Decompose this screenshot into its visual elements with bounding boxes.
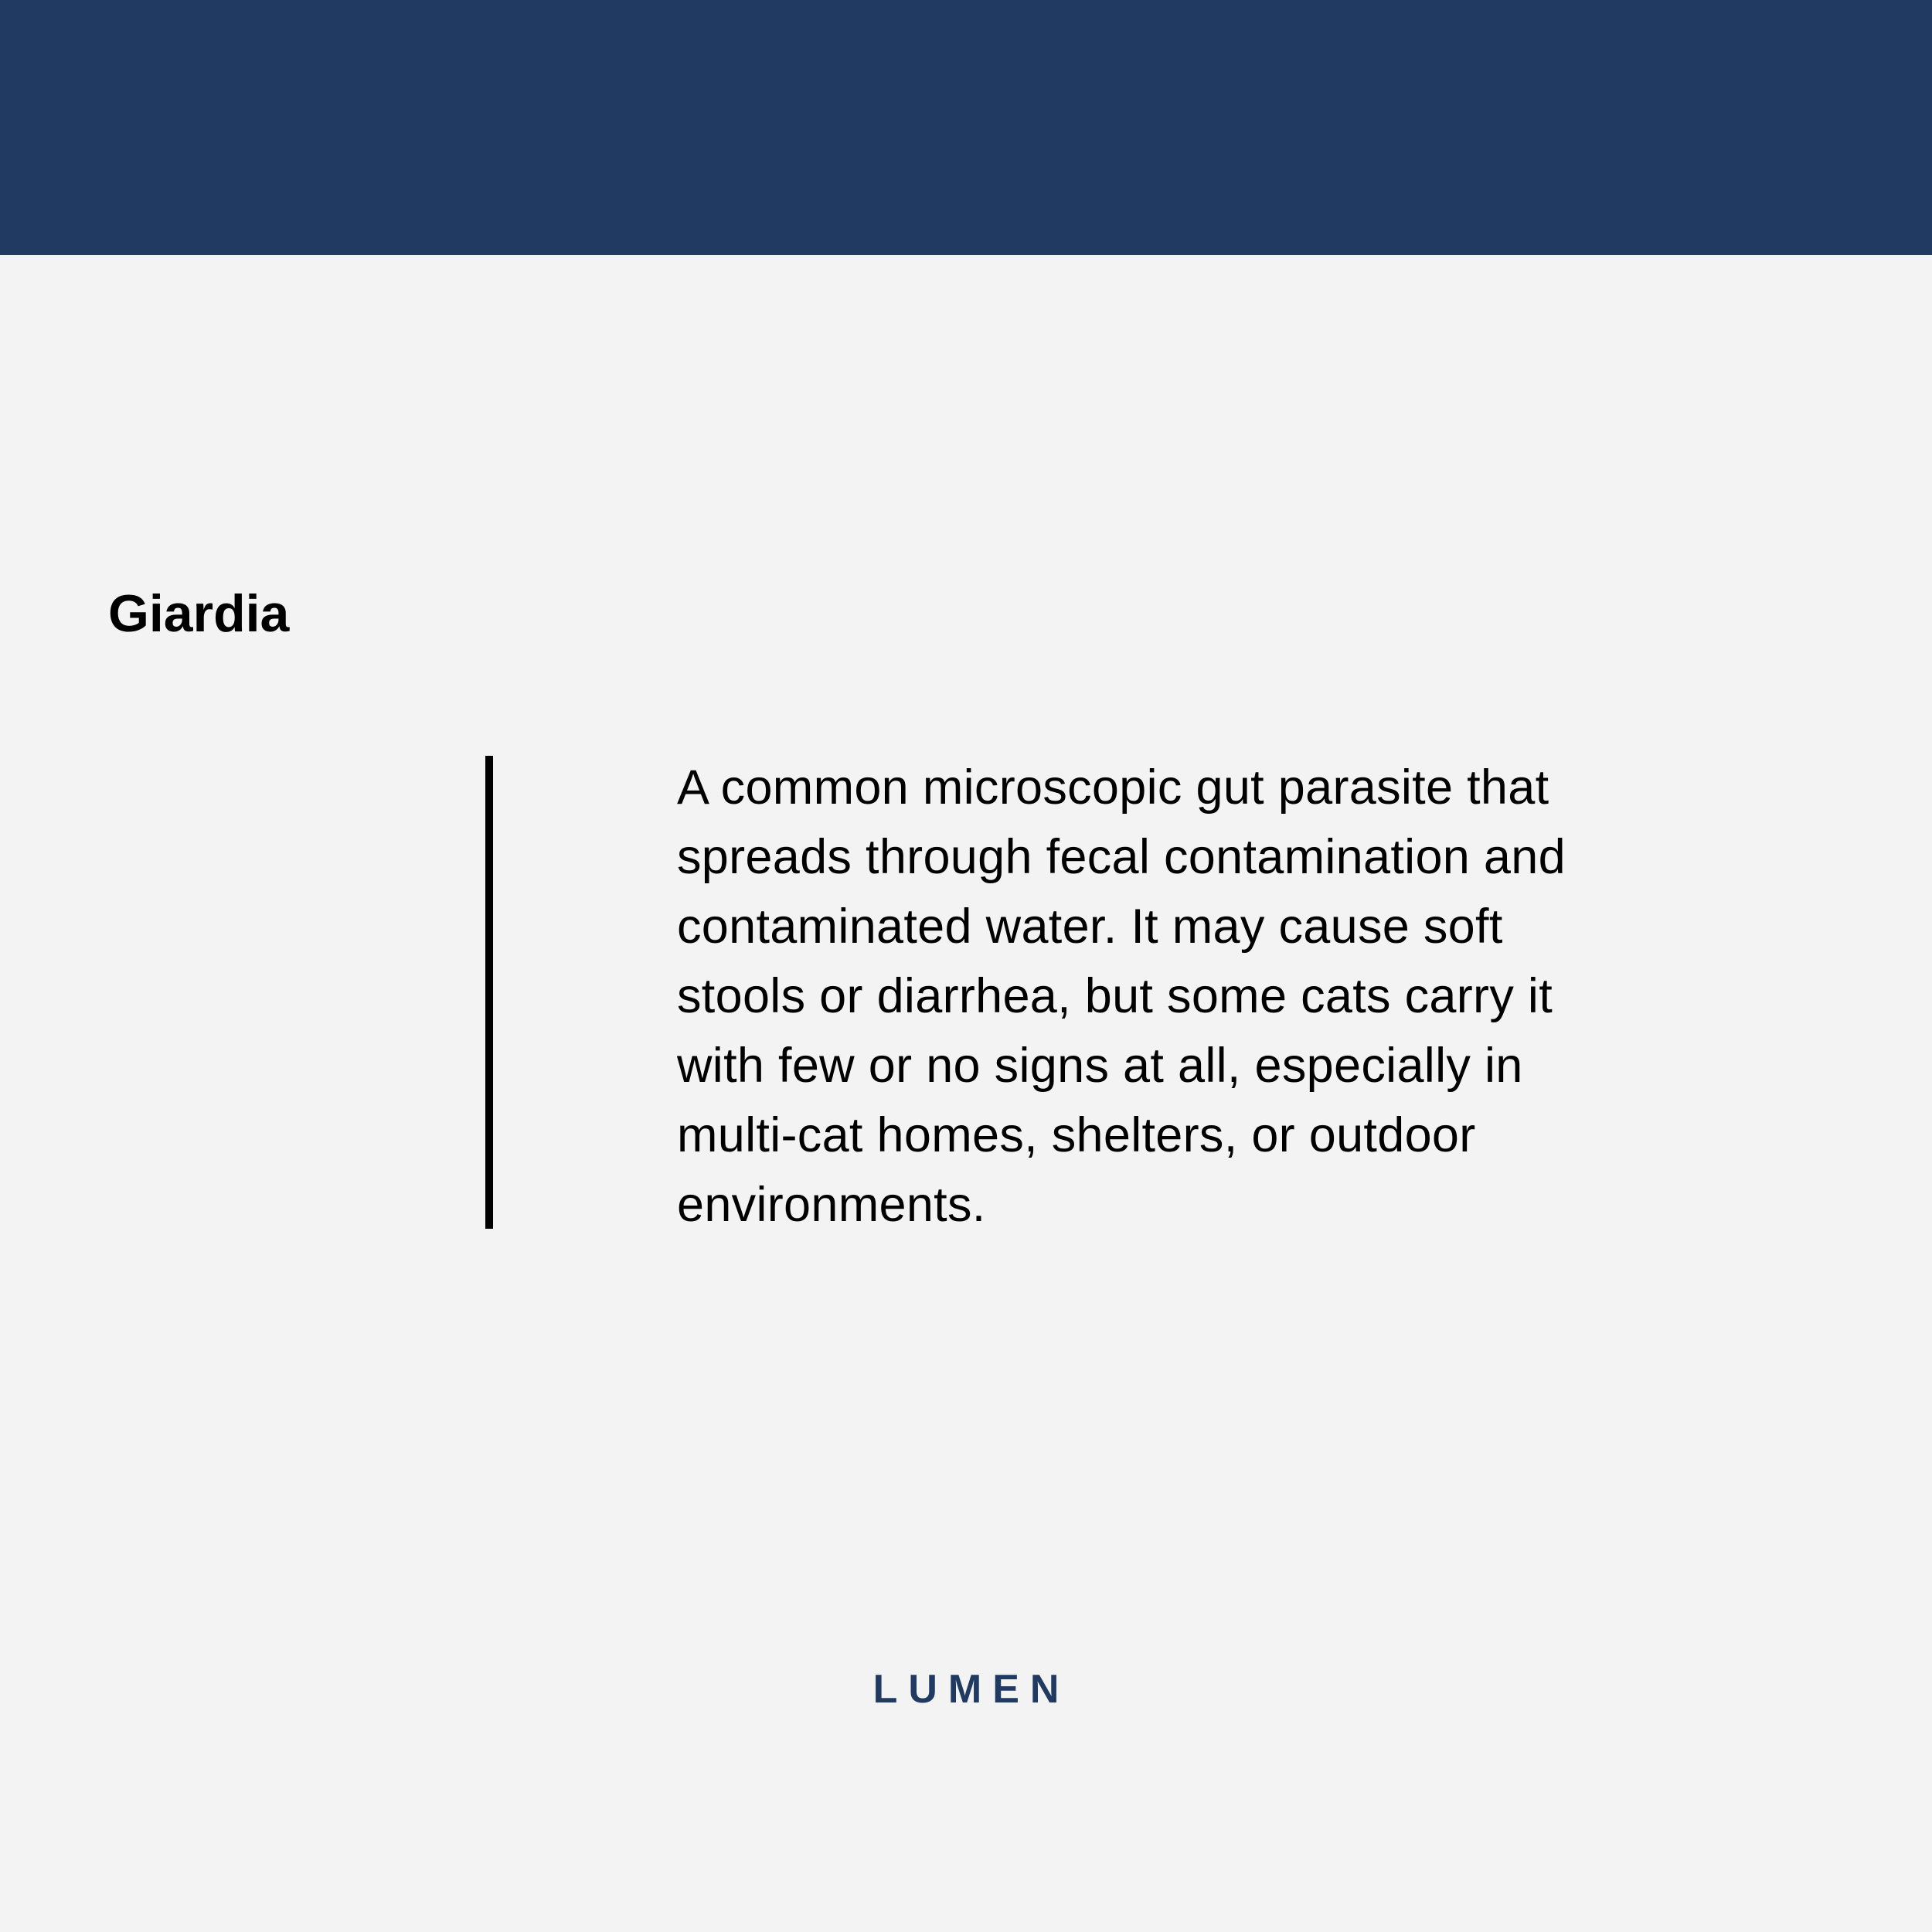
description-line: environments. xyxy=(677,1178,986,1232)
description-line: with few or no signs at all, especially in xyxy=(677,1039,1523,1093)
description-line: stools or diarrhea, but some cats carry it xyxy=(677,969,1553,1023)
description-line: spreads through fecal contamination and xyxy=(677,830,1566,884)
description-line: A common microscopic gut parasite that xyxy=(677,760,1549,815)
description-text xyxy=(677,753,1728,1240)
header-band xyxy=(0,0,1932,255)
description-line: multi-cat homes, shelters, or outdoor xyxy=(677,1108,1476,1162)
vertical-divider xyxy=(485,756,493,1229)
brand-wordmark: LUMEN xyxy=(872,1667,1070,1712)
description-line: contaminated water. It may cause soft xyxy=(677,900,1503,954)
page-title: Giardia xyxy=(108,584,290,643)
